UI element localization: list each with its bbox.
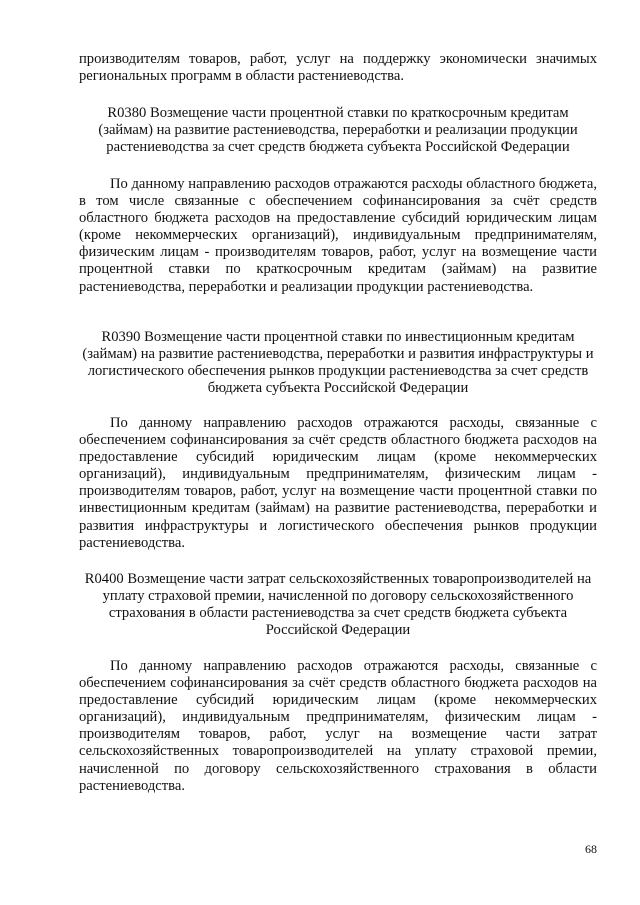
section-body-r0400: По данному направлению расходов отражаются расходы, связанные с обеспечением софинансирования за счёт средств областного бюджета расходов на предоставление субсидий юридическим лицам (кроме некоммерческих организаций), индивидуальным предпринимателям, физическим лицам - производителям товаров, работ, услуг на возмещение части затрат сельскохозяйственных товаропроизводителей на уплату страховой премии, начисленной по договору сельскохозяйственного страхования в области растениеводства. xyxy=(79,658,597,794)
section-body-r0380: По данному направлению расходов отражаются расходы областного бюджета, в том числе связанные с обеспечением софинансирования за счёт средств областного бюджета расходов на предоставление субсидий юридическим лицам (кроме некоммерческих организаций), индивидуальным предпринимателям, физическим лицам - производителям товаров, работ, услуг на возмещение части процентной ставки по краткосрочным кредитам (займам) на развитие растениеводства, переработки и реализации продукции растениеводства. xyxy=(79,176,597,295)
intro-paragraph: производителям товаров, работ, услуг на поддержку экономически значимых региональных программ в области растениеводства. xyxy=(79,51,597,85)
page-number: 68 xyxy=(585,842,597,856)
section-heading-r0390: R0390 Возмещение части процентной ставки по инвестиционным кредитам (займам) на развитие растениеводства, переработки и развития инфраструктуры и логистического обеспечения рынков продукции растениеводства за счет средств бюджета субъекта Российской Федерации xyxy=(82,329,594,397)
section-heading-r0380: R0380 Возмещение части процентной ставки по краткосрочным кредитам (займам) на развитие растениеводства, переработки и реализации продукции растениеводства за счет средств бюджета субъекта Российской Федерации xyxy=(98,105,578,156)
section-heading-r0400: R0400 Возмещение части затрат сельскохозяйственных товаропроизводителей на уплату страховой премии, начисленной по договору сельскохозяйственного страхования в области растениеводства за счет средств бюджета субъекта Российской Федерации xyxy=(84,571,592,639)
section-body-r0390: По данному направлению расходов отражаются расходы, связанные с обеспечением софинансирования за счёт средств областного бюджета расходов на предоставление субсидий юридическим лицам (кроме некоммерческих организаций), индивидуальным предпринимателям, физическим лицам - производителям товаров, работ, услуг на возмещение части процентной ставки по инвестиционным кредитам (займам) на развитие растениеводства, переработки и развития инфраструктуры и логистического обеспечения рынков продукции растениеводства. xyxy=(79,415,597,551)
